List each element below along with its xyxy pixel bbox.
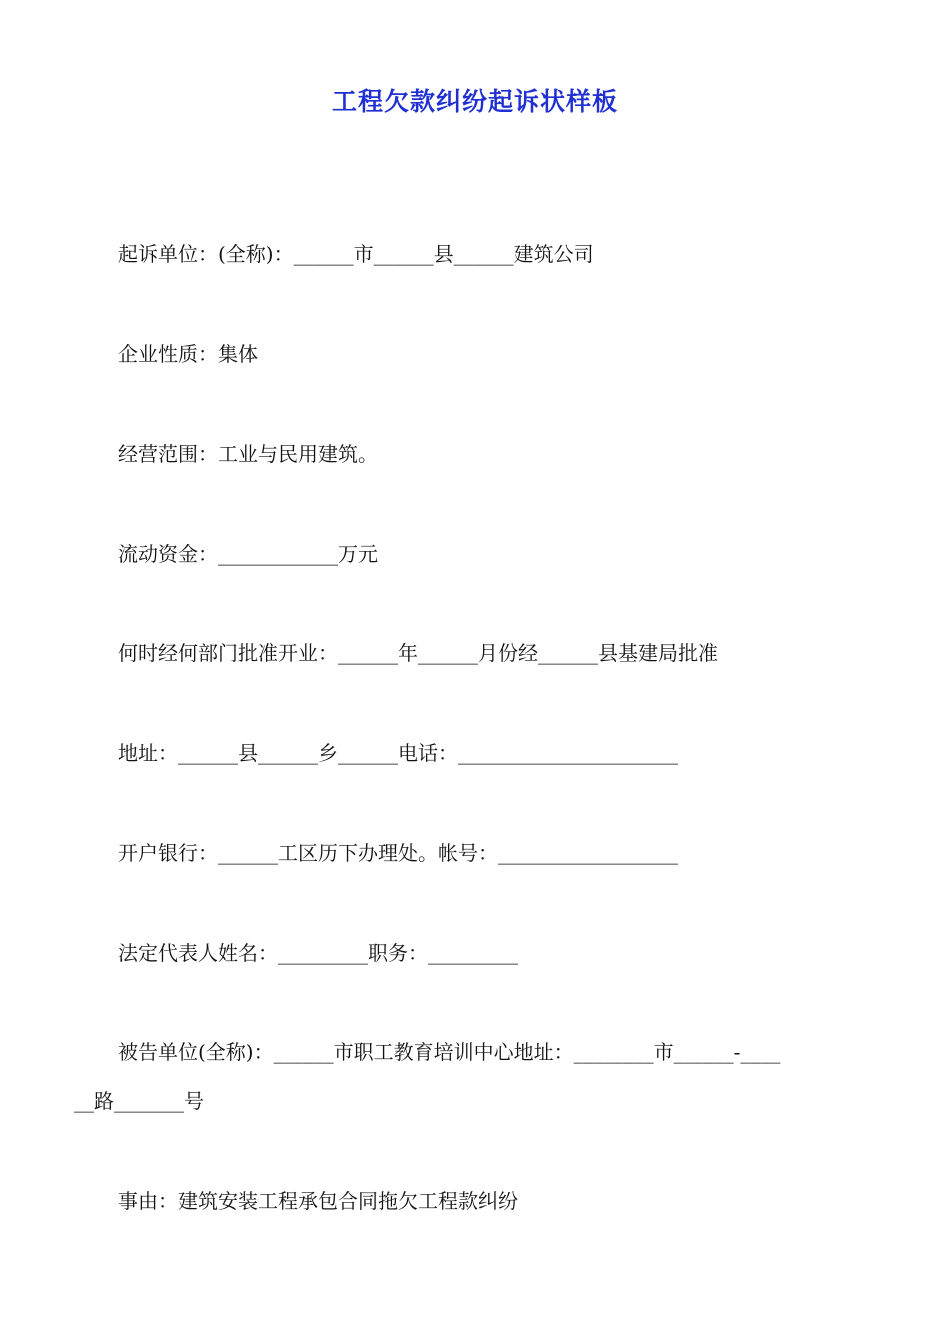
defendant-address-continuation-line: __路_______号	[74, 1089, 204, 1113]
plaintiff-unit-line: 起诉单位：(全称)：______市______县______建筑公司	[118, 242, 594, 266]
legal-representative-line: 法定代表人姓名：_________职务：_________	[118, 941, 518, 965]
defendant-unit-line: 被告单位(全称)：______市职工教育培训中心地址：________市______-____	[118, 1040, 781, 1064]
address-phone-line: 地址：______县______乡______电话：______________________	[118, 741, 678, 765]
bank-account-line: 开户银行：______工区历下办理处。帐号：__________________	[118, 841, 678, 865]
approval-line: 何时经何部门批准开业：______年______月份经______县基建局批准	[118, 641, 718, 665]
working-capital-line: 流动资金：____________万元	[118, 542, 378, 566]
enterprise-nature-line: 企业性质：集体	[118, 342, 258, 366]
cause-line: 事由：建筑安装工程承包合同拖欠工程款纠纷	[118, 1189, 518, 1213]
business-scope-line: 经营范围：工业与民用建筑。	[118, 442, 378, 466]
document-title: 工程欠款纠纷起诉状样板	[331, 87, 618, 116]
